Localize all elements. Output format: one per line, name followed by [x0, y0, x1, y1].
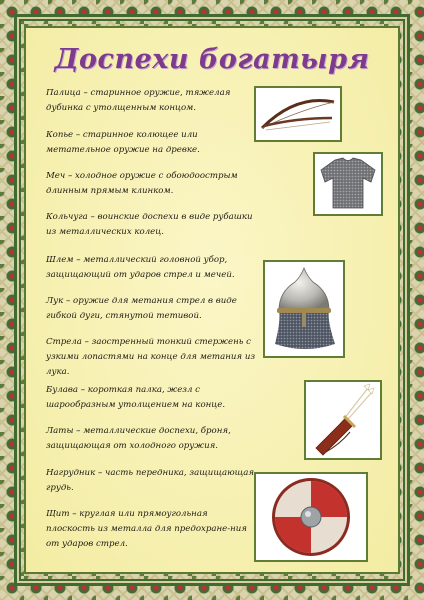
entry-bulava: Булава – короткая палка, жезл с шарообразным утолщением на конце. — [46, 385, 226, 410]
entry-palitsa: Палица – старинное оружие, тяжелая дубинка с утолщенным концом. — [46, 88, 231, 113]
entry-mech: Меч – холодное оружие с обоюдоострым длинным прямым клинком. — [46, 171, 238, 196]
entry-nagrudnik: Нагрудник – часть передника, защищающая грудь. — [46, 468, 255, 493]
shield-image — [254, 472, 368, 562]
chainmail-image — [313, 152, 383, 216]
entry-shlem: Шлем – металлический головной убор, защищающий от ударов стрел и мечей. — [46, 255, 235, 280]
entry-kopye: Копье – старинное колющее или метательное оружие на древке. — [46, 130, 200, 155]
entry-strela: Стрела – заостренный тонкий стержень с узкими лопастями на конце для метания из лука. — [46, 337, 256, 377]
helmet-image — [263, 260, 345, 358]
entry-luk: Лук – оружие для метания стрел в виде гибкой дуги, стянутой тетивой. — [46, 296, 237, 321]
quiver-image — [304, 380, 382, 460]
content-panel — [24, 26, 400, 574]
entry-kolchuga: Кольчуга – воинские доспехи в виде рубашки из металлических колец. — [46, 212, 253, 237]
page-title: Доспехи богатыря — [54, 44, 370, 75]
entry-shchit: Щит – круглая или прямоугольная плоскость из металла для предохране-ния от ударов стрел. — [46, 509, 247, 549]
bow-image — [254, 86, 342, 142]
entry-laty: Латы – металлические доспехи, броня, защищающая от холодного оружия. — [46, 426, 231, 451]
